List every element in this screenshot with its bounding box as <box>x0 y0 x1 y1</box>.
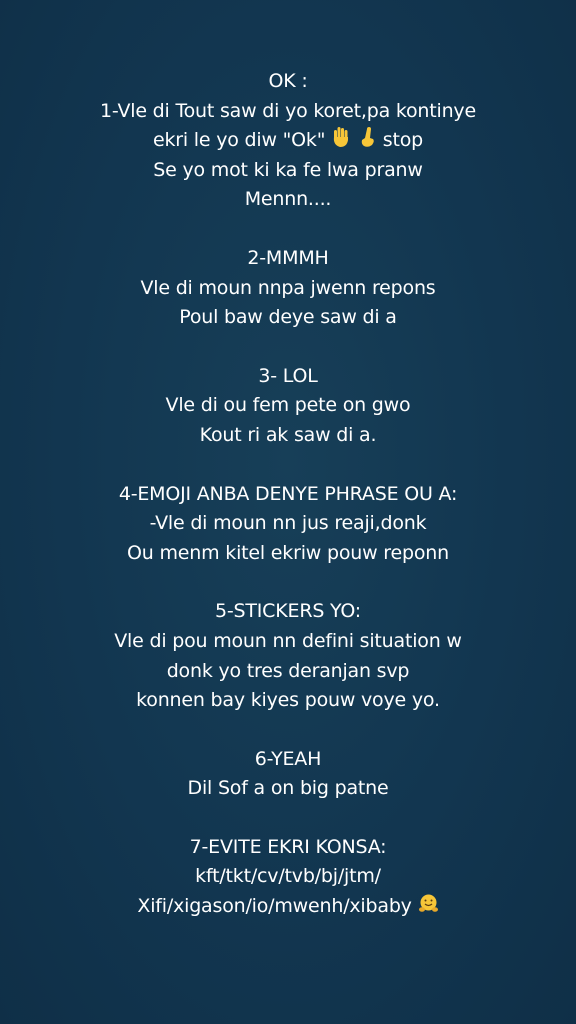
text-line: Vle di pou moun nn defini situation w <box>114 629 462 652</box>
text-line: Vle di moun nnpa jwenn repons <box>140 276 436 299</box>
section-yeah <box>0 745 576 804</box>
section-mmmh <box>0 244 576 333</box>
section-evite <box>0 833 576 922</box>
section-stickers <box>0 597 576 715</box>
text-line: Mennn.... <box>244 188 332 211</box>
hugging-face-icon <box>418 893 439 914</box>
text-line-with-emoji <box>0 892 576 922</box>
section-heading: 4-EMOJI ANBA DENYE PHRASE OU A: <box>118 482 458 505</box>
section-heading: 5-STICKERS YO: <box>214 600 362 623</box>
text-line: Poul baw deye saw di a <box>179 306 397 329</box>
text-line: Ou menm kitel ekriw pouw reponn <box>127 541 449 564</box>
section-heading: OK : <box>268 70 308 92</box>
section-emoji <box>0 480 576 569</box>
text-line: -Vle di moun nn jus reaji,donk <box>149 512 427 535</box>
text-line: Dil Sof a on big patne <box>187 777 389 800</box>
section-heading: 6-YEAH <box>254 747 322 770</box>
text-line: donk yo tres deranjan svp <box>166 659 410 682</box>
text-line: kft/tkt/cv/tvb/bj/jtm/ <box>195 865 381 888</box>
text-line-with-emoji <box>0 126 576 156</box>
text-line: Se yo mot ki ka fe lwa pranw <box>153 158 423 181</box>
section-heading: 3- LOL <box>258 364 318 387</box>
text-fragment: stop <box>382 129 424 152</box>
text-fragment: Xifi/xigason/io/mwenh/xibaby <box>137 895 412 918</box>
raised-hand-icon <box>331 126 351 148</box>
section-ok <box>0 67 576 215</box>
text-line: Vle di ou fem pete on gwo <box>165 394 411 417</box>
text-fragment: ekri le yo diw "Ok" <box>152 129 326 152</box>
text-line: Kout ri ak saw di a. <box>199 423 377 446</box>
text-line: 1-Vle di Tout saw di yo koret,pa kontinye <box>100 99 476 122</box>
section-lol <box>0 362 576 451</box>
pinching-hand-icon <box>357 126 377 148</box>
text-line: konnen bay kiyes pouw voye yo. <box>136 689 440 712</box>
section-heading: 7-EVITE EKRI KONSA: <box>189 835 387 858</box>
section-heading: 2-MMMH <box>247 246 329 269</box>
story-text-overlay <box>0 67 576 951</box>
